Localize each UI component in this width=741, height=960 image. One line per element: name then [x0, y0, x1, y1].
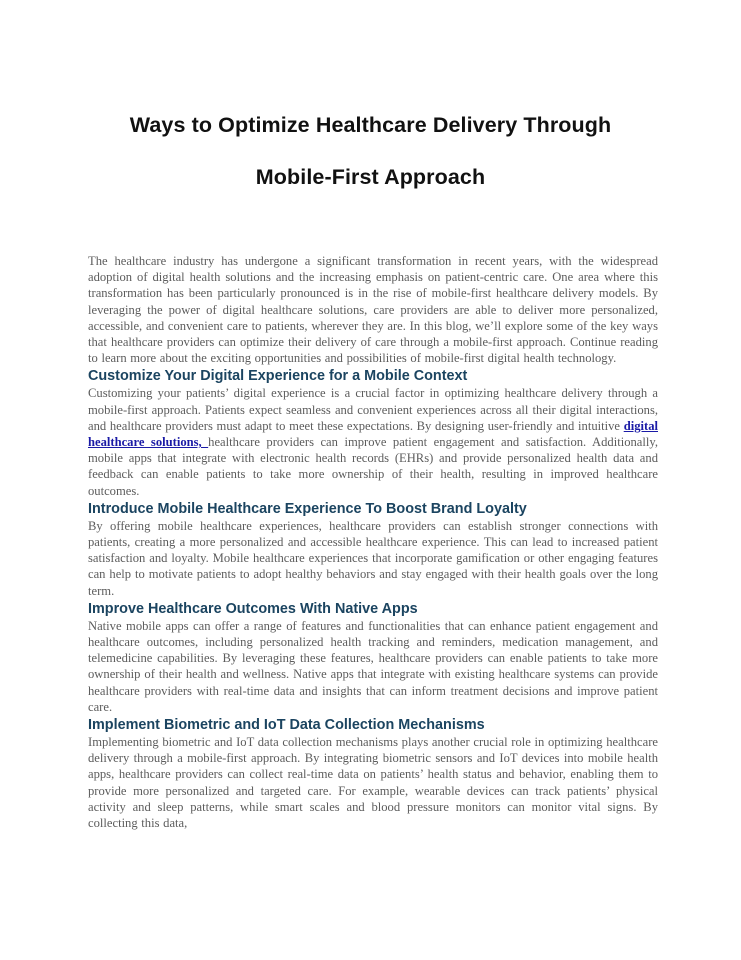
section-paragraph-biometric-iot: Implementing biometric and IoT data collection mechanisms plays another crucial role in optimizing healthcare delivery through a mobile-first approach. By integrating biometric sensors and IoT devices into mobile health apps, healthcare providers can collect real-time data on patients’ health status and behavior, enabling them to provide more personalized and targeted care. For example, wearable devices can track patients’ physical activity and sleep patterns, while smart scales and blood pressure monitors can monitor vital signs. By collecting this data, — [88, 735, 658, 831]
page-title-line-1: Ways to Optimize Healthcare Delivery Through — [129, 113, 612, 137]
paragraph-text-before-link: Customizing your patients’ digital experience is a crucial factor in optimizing healthcare delivery through a mobile-first approach. Patients expect seamless and convenient experiences across all their digital interactions, and healthcare providers must adapt to meet these expectations. By designing user-friendly and intuitive — [88, 386, 658, 433]
paragraph-text-after-link: healthcare providers can improve patient engagement and satisfaction. Additionally, mobile apps that integrate with electronic health records (EHRs) and provide personalized health data and feedback can enable patients to take more ownership of their health, resulting in improved healthcare outcomes. — [88, 435, 658, 498]
digital-healthcare-solutions-link[interactable]: digital healthcare solutions, — [88, 418, 658, 450]
section-heading-biometric-iot: Implement Biometric and IoT Data Collection Mechanisms — [88, 717, 485, 734]
section-paragraph-brand-loyalty: By offering mobile healthcare experiences, healthcare providers can establish stronger connections with patients, creating a more personalized and accessible healthcare experience. This can lead to increased patient satisfaction and loyalty. Mobile healthcare experiences that incorporate gamification or other engaging features can help to motivate patients to adopt healthy behaviors and stay engaged with their health goals over the long term. — [88, 518, 658, 598]
article-body — [88, 253, 658, 831]
section-heading-customize: Customize Your Digital Experience for a Mobile Context — [88, 368, 468, 385]
section-heading-native-apps: Improve Healthcare Outcomes With Native Apps — [88, 600, 418, 617]
page-title-line-2: Mobile-First Approach — [255, 165, 486, 189]
section-paragraph-native-apps: Native mobile apps can offer a range of features and functionalities that can enhance patient engagement and healthcare outcomes, including personalized health tracking and reminders, medication management, and telemedicine capabilities. By leveraging these features, healthcare providers can enable patients to take more ownership of their health and wellness. Native apps that integrate with existing healthcare systems can provide healthcare providers with real-time data and insights that can inform treatment decisions and improve patient care. — [88, 618, 658, 714]
section-heading-brand-loyalty: Introduce Mobile Healthcare Experience To Boost Brand Loyalty — [88, 500, 527, 517]
intro-paragraph: The healthcare industry has undergone a significant transformation in recent years, with the widespread adoption of digital health solutions and the increasing emphasis on patient-centric care. One area where this transformation has been particularly pronounced is in the rise of mobile-first healthcare delivery models. By leveraging the power of digital healthcare solutions, care providers are able to deliver more personalized, accessible, and convenient care to patients, wherever they are. In this blog, we’ll explore some of the key ways that healthcare providers can optimize their delivery of care through a mobile-first approach. Continue reading to learn more about the exciting opportunities and possibilities of mobile-first digital health technology. — [88, 254, 658, 366]
section-paragraph-customize — [88, 385, 658, 498]
